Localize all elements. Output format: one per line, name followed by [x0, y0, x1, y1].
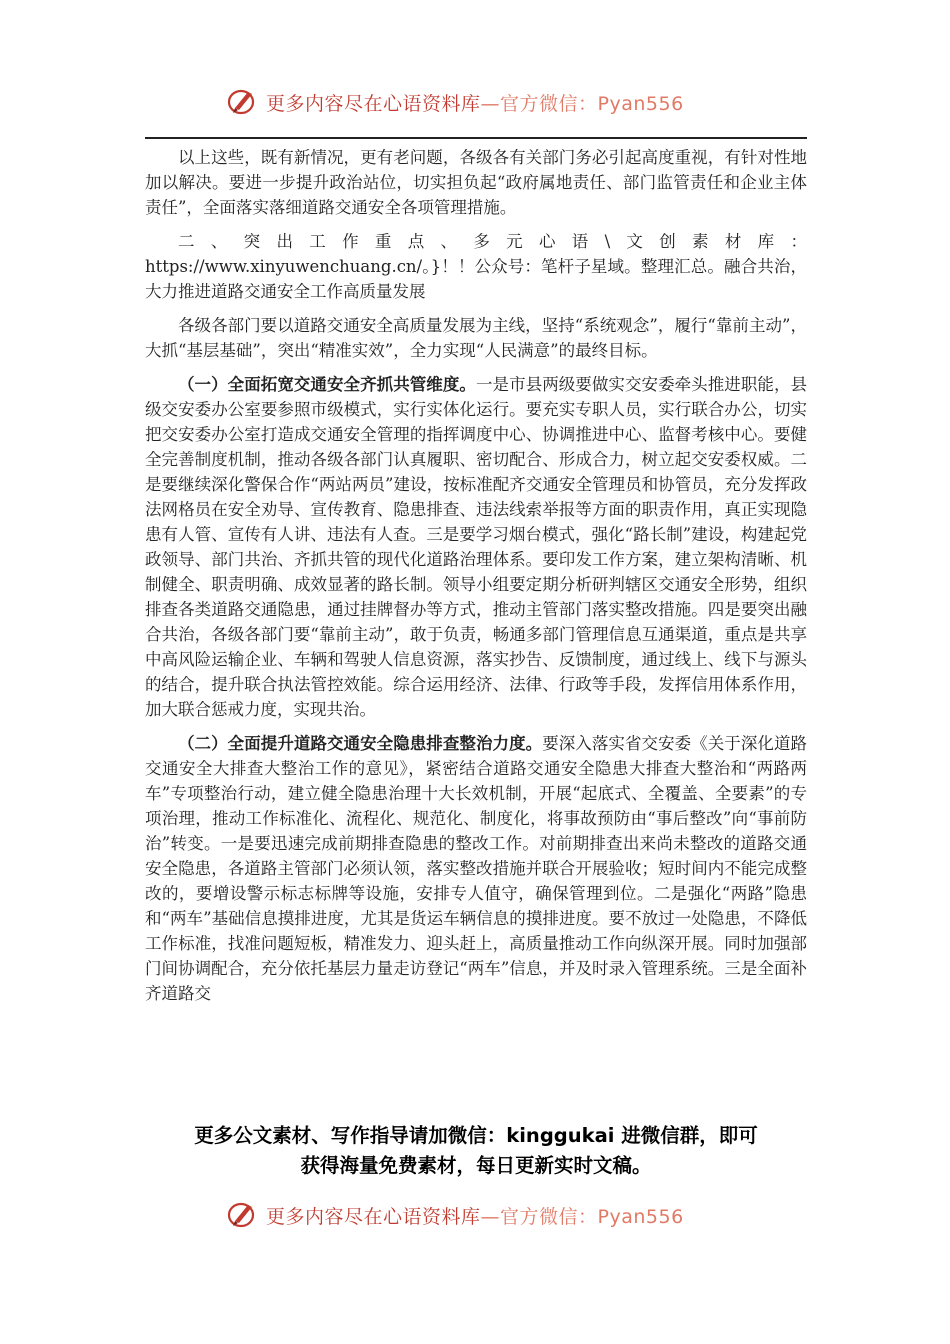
section-heading-2: 二、突出工作重点、多元心语\文创素材库：https://www.xinyuwenchuang.cn/。}！！公众号：笔杆子星域。整理汇总。融合共治，大力推进道路交通安全工作高质量发展 — [145, 232, 807, 301]
paragraph-3: 各级各部门要以道路交通安全高质量发展为主线，坚持“系统观念”，履行“靠前主动”，大抓“基层基础”，突出“精准实效”，全力实现“人民满意”的最终目标。 — [145, 316, 807, 360]
paragraph-5 — [145, 731, 807, 1006]
paragraph-5-text: 要深入落实省交安委《关于深化道路交通安全大排查大整治工作的意见》，紧密结合道路交通安全隐患大排查大整治和“两路两车”专项整治行动，建立健全隐患治理十大长效机制，开展“起底式、全覆盖、全要素”的专项治理，推动工作标准化、流程化、规范化、制度化，将事故预防由“事后整改”向“事前防治”转变。一是要迅速完成前期排查隐患的整改工作。对前期排查出来尚未整改的道路交通安全隐患，各道路主管部门必须认领，落实整改措施并联合开展验收；短时间内不能完成整改的，要增设警示标志标牌等设施，安排专人值守，确保管理到位。二是强化“两路”隐患和“两车”基础信息摸排进度，尤其是货运车辆信息的摸排进度。要不放过一处隐患，不降低工作标准，找准问题短板，精准发力、迎头赶上，高质量推动工作向纵深开展。同时加强部门间协调配合，充分依托基层力量走访登记“两车”信息，并及时录入管理系统。三是全面补齐道路交 — [145, 734, 808, 1003]
paragraph-4 — [145, 372, 807, 722]
document-body — [145, 145, 807, 1006]
header-divider — [145, 137, 807, 139]
paragraph-5-heading: （二）全面提升道路交通安全隐患排查整治力度。 — [178, 734, 543, 753]
promo-line-1: 更多公文素材、写作指导请加微信：kinggukai 进微信群，即可 — [194, 1124, 758, 1147]
promo-line-2: 获得海量免费素材，每日更新实时文稿。 — [300, 1154, 652, 1177]
footer-banner — [0, 1195, 950, 1235]
paragraph-4-heading: （一）全面拓宽交通安全齐抓共管维度。 — [178, 375, 476, 394]
footer-text — [266, 1202, 684, 1229]
header-text-main: 更多内容尽在心语资料库 — [266, 93, 481, 115]
pen-circle-icon — [226, 86, 260, 116]
paragraph-1: 以上这些，既有新情况，更有老问题，各级各有关部门务必引起高度重视，有针对性地加以解决。要进一步提升政治站位，切实担负起“政府属地责任、部门监管责任和企业主体责任”，全面落实落细道路交通安全各项管理措施。 — [145, 148, 807, 217]
promo-notice — [145, 1121, 807, 1181]
header-banner — [0, 82, 950, 122]
header-text — [266, 89, 684, 116]
paragraph-4-text: 一是市县两级要做实交安委牵头推进职能，县级交安委办公室要参照市级模式，实行实体化运行。要充实专职人员，实行联合办公，切实把交安委办公室打造成交通安全管理的指挥调度中心、协调推进中心、监督考核中心。要健全完善制度机制，推动各级各部门认真履职、密切配合、形成合力，树立起交安委权威。二是要继续深化警保合作“两站两员”建设，按标准配齐交通安全管理员和协管员，充分发挥政法网格员在安全劝导、宣传教育、隐患排查、违法线索举报等方面的职责作用，真正实现隐患有人管、宣传有人讲、违法有人查。三是要学习烟台模式，强化“路长制”建设，构建起党政领导、部门共治、齐抓共管的现代化道路治理体系。要印发工作方案，建立架构清晰、机制健全、职责明确、成效显著的路长制。领导小组要定期分析研判辖区交通安全形势，组织排查各类道路交通隐患，通过挂牌督办等方式，推动主管部门落实整改措施。四是要突出融合共治，各级各部门要“靠前主动”，敢于负责，畅通多部门管理信息互通渠道，重点是共享中高风险运输企业、车辆和驾驶人信息资源，落实抄告、反馈制度，通过线上、线下与源头的结合，提升联合执法管控效能。综合运用经济、法律、行政等手段，发挥信用体系作用，加大联合惩戒力度，实现共治。 — [145, 375, 808, 719]
pen-circle-icon — [226, 1199, 260, 1229]
footer-text-main: 更多内容尽在心语资料库 — [266, 1206, 481, 1228]
header-text-sub: —官方微信：Pyan556 — [480, 93, 684, 115]
footer-text-sub: —官方微信：Pyan556 — [480, 1206, 684, 1228]
